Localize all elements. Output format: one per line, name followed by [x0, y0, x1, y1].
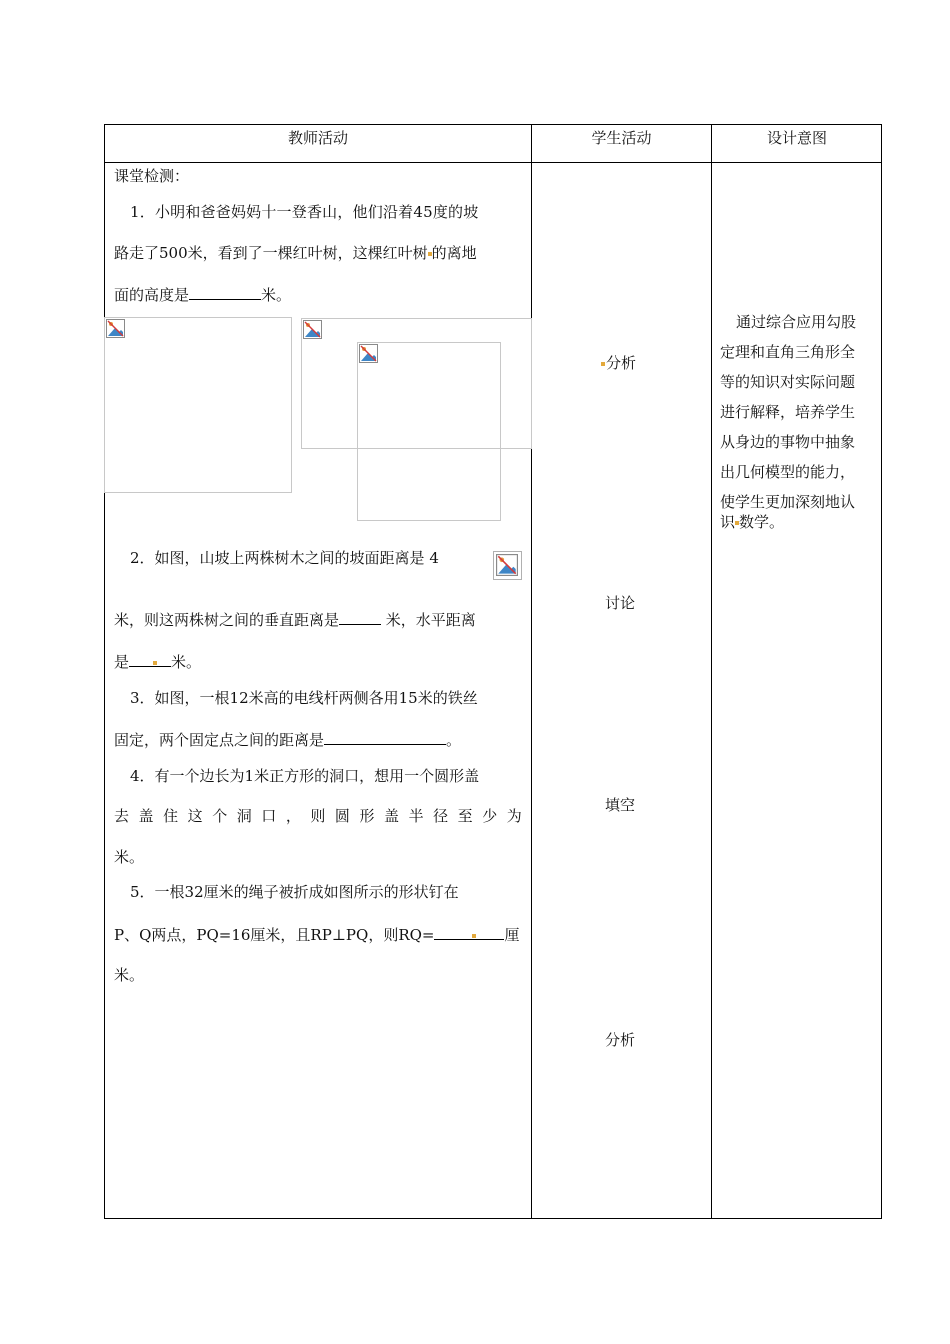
- intent-text: 识: [720, 513, 736, 531]
- intent-line: 进行解释，培养学生: [720, 403, 856, 421]
- q3-line1: 3．如图，一根12米高的电线杆两侧各用15米的铁丝: [130, 689, 478, 707]
- q5-line2: [114, 925, 520, 945]
- broken-image-icon: [496, 554, 518, 576]
- answer-blank[interactable]: [339, 610, 381, 625]
- q2-line3-text: 是: [114, 653, 130, 671]
- q4-line2-char: 去: [114, 807, 130, 825]
- q2-line3: [114, 652, 201, 672]
- intent-line: 出几何模型的能力，: [720, 463, 856, 481]
- student-item: 讨论: [605, 594, 636, 612]
- q5-line3: 米。: [114, 966, 145, 984]
- q5-line1: 5．一根32厘米的绳子被折成如图所示的形状钉在: [130, 883, 459, 901]
- q1-line2: [114, 243, 477, 263]
- q1-line3: [114, 285, 291, 305]
- q4-line2-char: 盖: [138, 807, 154, 825]
- q4-line2-char: 为: [506, 807, 522, 825]
- q2-line1: 2．如图，山坡上两株树木之间的坡面距离是 4: [130, 549, 439, 567]
- q2-line3-unit: 米。: [171, 653, 202, 671]
- q1-line1: 1．小明和爸爸妈妈十一登香山，他们沿着45度的坡: [130, 203, 479, 221]
- student-item-label: 分析: [606, 354, 637, 372]
- q4-line2-char: 盖: [384, 807, 400, 825]
- q4-line2-char: 个: [212, 807, 228, 825]
- q1-line3-unit: 米。: [261, 286, 292, 304]
- q4-line2-char: 至: [457, 807, 473, 825]
- marker-dot: [472, 934, 476, 938]
- q4-line2-char: 口: [261, 807, 277, 825]
- figure-placeholder: [357, 342, 501, 521]
- q4-line2-char: 形: [359, 807, 375, 825]
- intent-text-end: 数学。: [739, 513, 785, 531]
- q1-line2-text-end: 的离地: [431, 244, 477, 262]
- q4-line3: 米。: [114, 848, 145, 866]
- column-divider: [531, 125, 532, 1218]
- student-item: [601, 353, 636, 373]
- q4-line2-char: ，: [285, 807, 301, 825]
- column-divider: [711, 125, 712, 1218]
- q3-line2-text: 固定，两个固定点之间的距离是: [114, 731, 325, 749]
- header-student-activity: 学生活动: [591, 129, 652, 147]
- section-title: 课堂检测：: [114, 167, 190, 185]
- q4-line2-char: 径: [433, 807, 449, 825]
- marker-dot: [601, 362, 605, 366]
- broken-image-icon: [303, 320, 322, 339]
- q4-line2-char: 少: [482, 807, 498, 825]
- q1-line3-text: 面的高度是: [114, 286, 190, 304]
- answer-blank[interactable]: [129, 652, 171, 667]
- answer-blank[interactable]: [189, 285, 261, 300]
- intent-line: 定理和直角三角形全: [720, 343, 856, 361]
- intent-line: 从身边的事物中抽象: [720, 433, 856, 451]
- broken-image-icon: [359, 344, 378, 363]
- q4-line2-char: 这: [187, 807, 203, 825]
- figure-placeholder: [104, 317, 292, 493]
- intent-line: 通过综合应用勾股: [736, 313, 857, 331]
- q5-line2-text: P、Q两点，PQ=16厘米，且RP⊥PQ，则RQ=: [114, 926, 435, 944]
- q3-line2: [114, 730, 461, 750]
- broken-image-icon: [106, 319, 125, 338]
- q2-line2: [114, 610, 476, 630]
- q5-line2-unit: 厘: [504, 926, 520, 944]
- q4-line2-char: 圆: [334, 807, 350, 825]
- intent-line-last: [720, 507, 862, 537]
- header-design-intent: 设计意图: [766, 129, 827, 147]
- q3-line2-end: 。: [446, 731, 462, 749]
- intent-line: 等的知识对实际问题: [720, 373, 856, 391]
- q4-line1: 4．有一个边长为1米正方形的洞口，想用一个圆形盖: [130, 767, 480, 785]
- header-teacher-activity: 教师活动: [287, 129, 348, 147]
- q4-line2-char: 洞: [236, 807, 252, 825]
- q4-line2-char: 则: [310, 807, 326, 825]
- answer-blank[interactable]: [324, 730, 446, 745]
- student-item: 分析: [605, 1031, 636, 1049]
- student-item: 填空: [605, 796, 636, 814]
- q1-line2-text: 路走了500米，看到了一棵红叶树，这棵红叶树: [114, 244, 428, 262]
- q4-line2-char: 半: [408, 807, 424, 825]
- q2-line2-text-end: 米，水平距离: [381, 611, 476, 629]
- intent-line: 使学生更加深刻地认: [720, 493, 856, 511]
- q4-line2-char: 住: [163, 807, 179, 825]
- answer-blank[interactable]: [434, 925, 504, 940]
- q4-line2: [114, 806, 522, 826]
- marker-dot: [153, 661, 157, 665]
- q2-line2-text: 米，则这两株树之间的垂直距离是: [114, 611, 340, 629]
